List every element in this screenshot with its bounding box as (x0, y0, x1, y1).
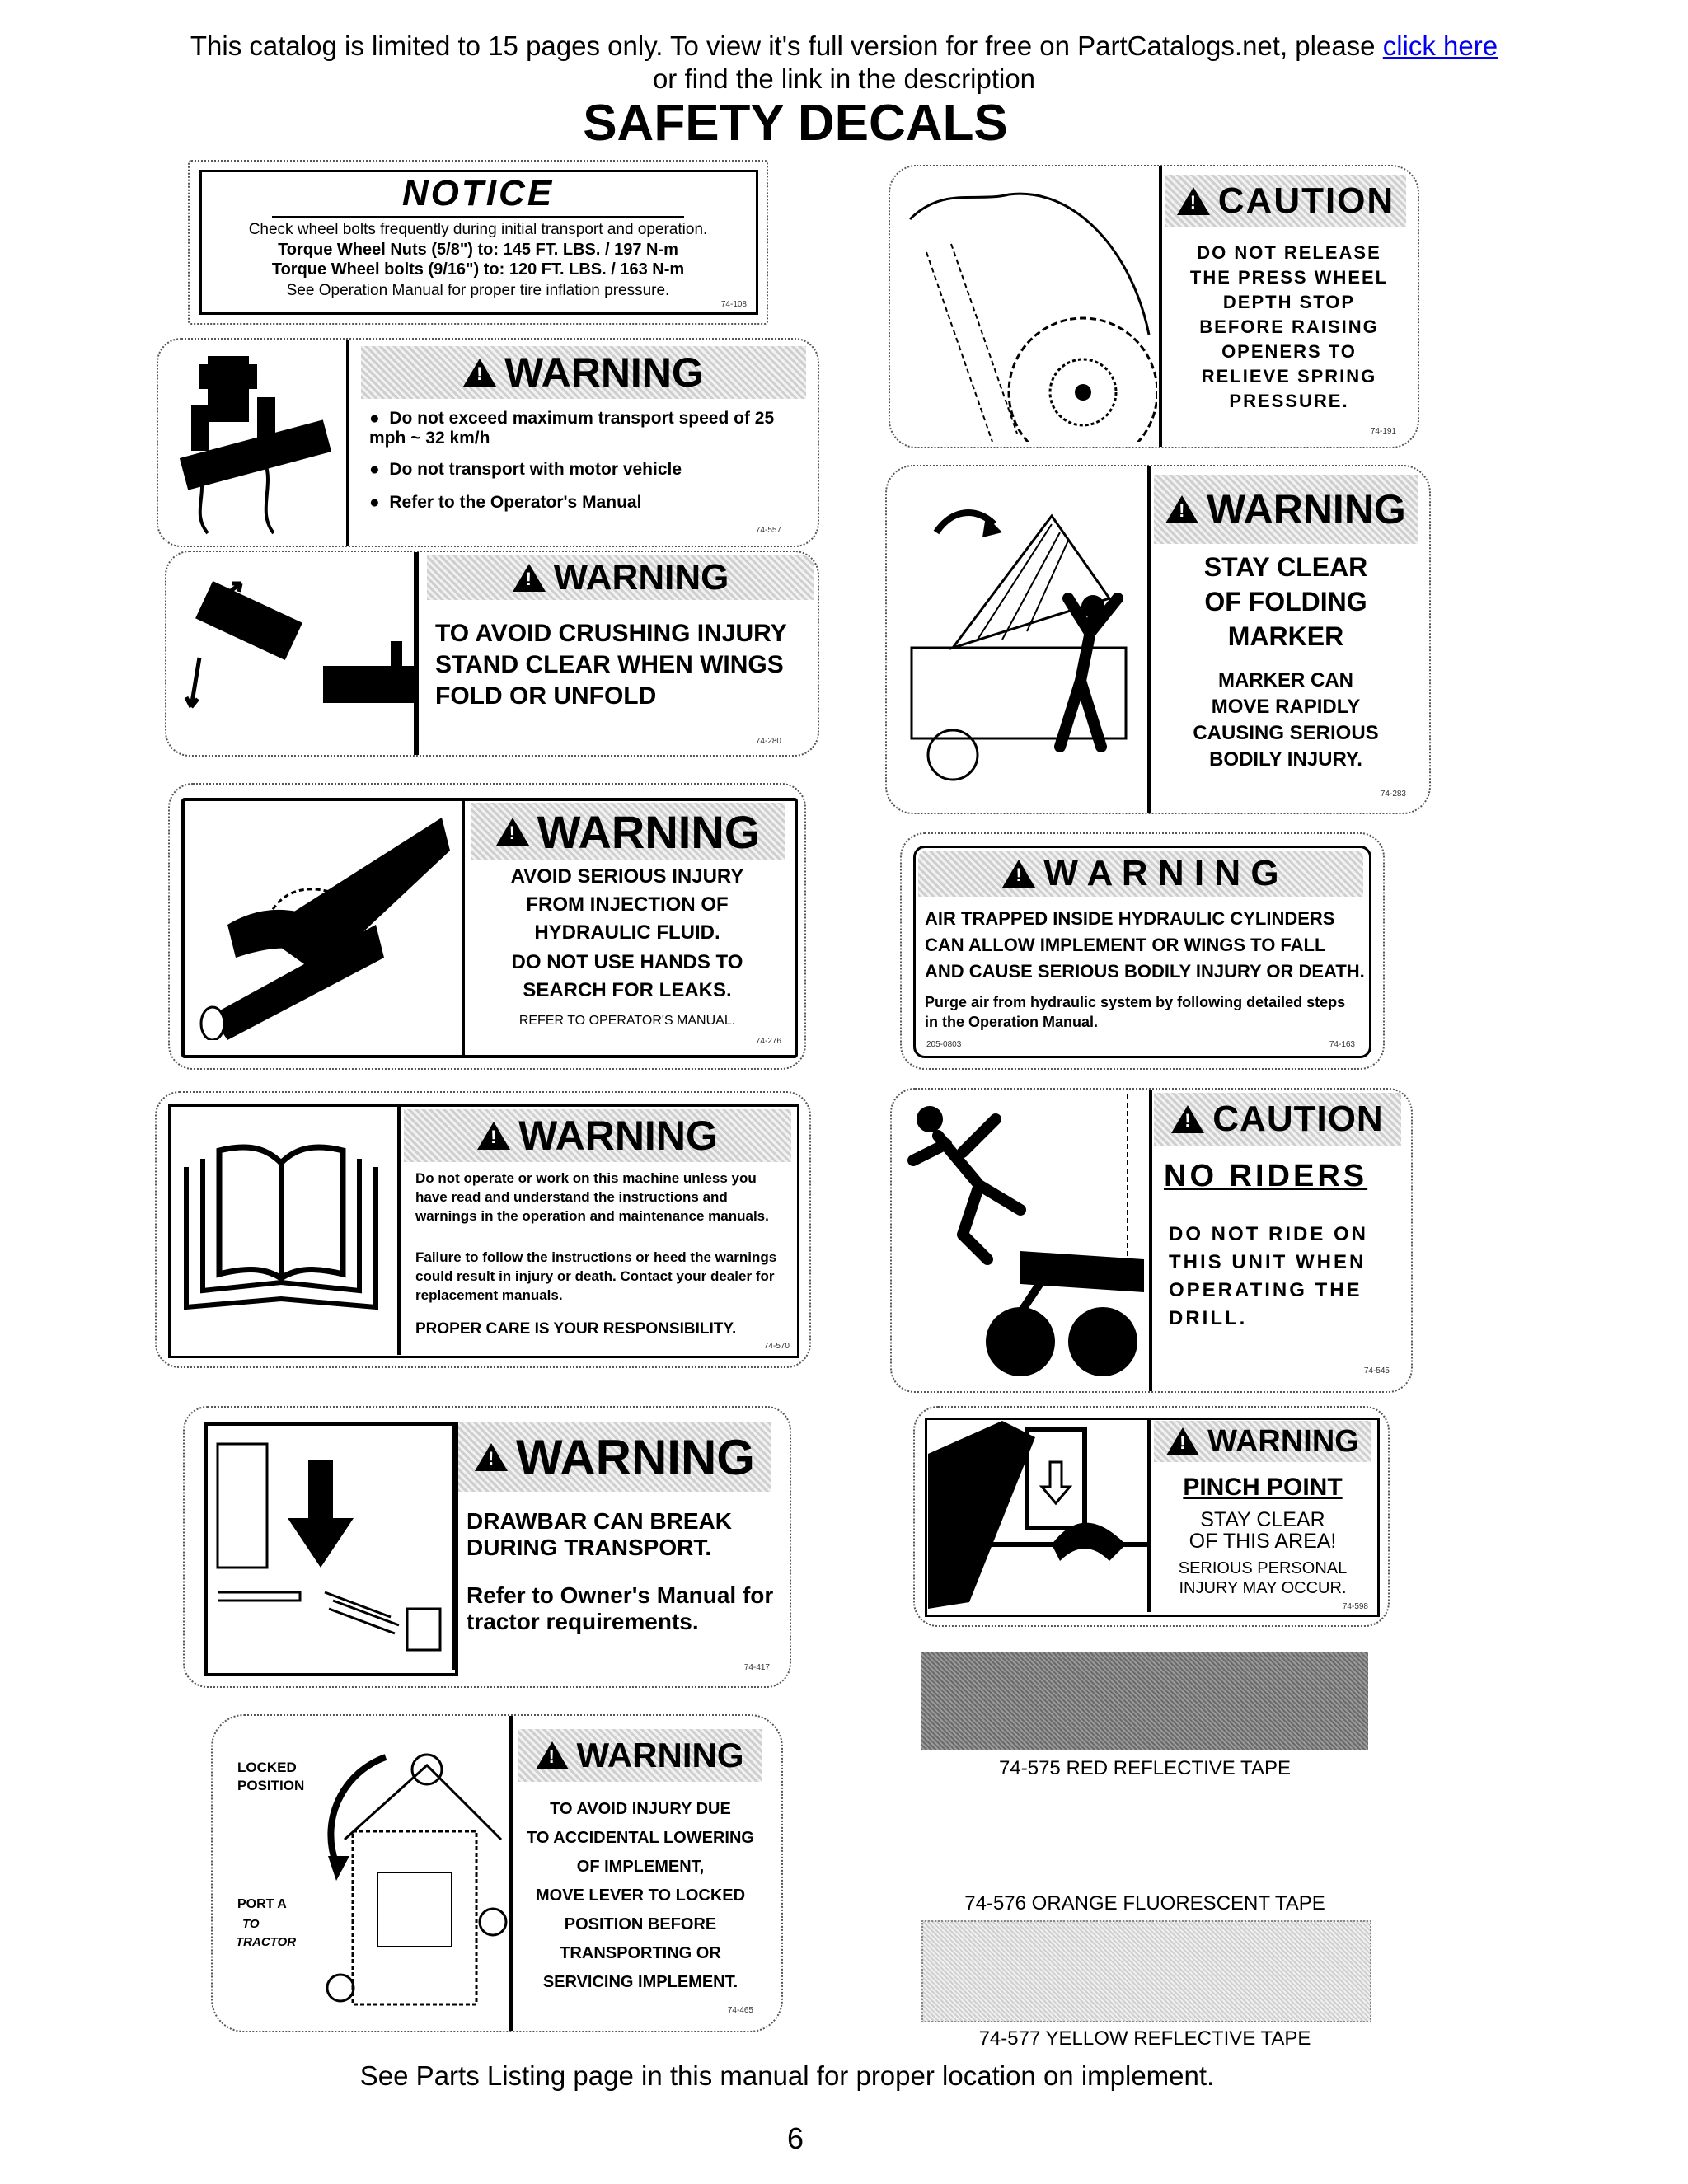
manual-paragraph-3: PROPER CARE IS YOUR RESPONSIBILITY. (415, 1320, 737, 1338)
no-riders-caution-decal (890, 1088, 1413, 1393)
presswheel-code: 74-191 (1370, 427, 1396, 436)
warning-title: WARNING (537, 805, 761, 858)
warning-triangle-icon (496, 818, 529, 846)
drawbar-text-2: Refer to Owner's Manual for tractor requirements. (467, 1582, 774, 1634)
manual-warning-decal (155, 1091, 811, 1368)
transport-code: 74-557 (755, 526, 781, 535)
operators-manual-book-icon (178, 1142, 392, 1315)
pinch-line2: OF THIS AREA! (1189, 1530, 1337, 1553)
pinch-code: 74-598 (1342, 1602, 1368, 1611)
warning-title: WARNING (1207, 486, 1406, 532)
notice-code: 74-108 (720, 300, 747, 309)
presswheel-line6: RELIEVE SPRING (1201, 366, 1377, 387)
drawbar-warning-decal (183, 1406, 791, 1688)
notice-line3: Torque Wheel bolts (9/16") to: 120 FT. LBS. / 163 N-m (271, 260, 685, 279)
crush-warning-header (427, 555, 814, 600)
label-port-a: PORT A (237, 1897, 287, 1911)
cylinders-line2: CAN ALLOW IMPLEMENT OR WINGS TO FALL (925, 935, 1326, 955)
marker-code: 74-283 (1380, 790, 1406, 799)
banner-line2: or find the link in the description (652, 63, 1036, 94)
pinch-warning-header (1154, 1421, 1372, 1462)
presswheel-line1: DO NOT RELEASE (1197, 242, 1381, 263)
press-wheel-caution-decal (889, 165, 1419, 448)
transport-warning-decal (157, 338, 819, 547)
hand-injection-icon (195, 818, 458, 1040)
press-wheel-icon (893, 170, 1157, 442)
hydraulic-cylinders-warning-decal (900, 832, 1385, 1070)
warning-triangle-icon (477, 1122, 510, 1150)
label-to: TO (242, 1917, 260, 1931)
yellow-tape-caption: 74-577 YELLOW REFLECTIVE TAPE (978, 2027, 1311, 2050)
presswheel-line5: OPENERS TO (1221, 341, 1357, 362)
tractor-icon (175, 348, 340, 537)
drawbar-text-1: DRAWBAR CAN BREAK DURING TRANSPORT. (467, 1508, 732, 1560)
cylinders-code: 74-163 (1329, 1040, 1355, 1049)
lever-warning-decal (211, 1714, 783, 2032)
hydraulic-line2: FROM INJECTION OF (526, 893, 729, 916)
no-riders-fall-icon (897, 1094, 1152, 1383)
folding-wing-icon (175, 567, 414, 715)
drawbar-code: 74-417 (743, 1663, 770, 1672)
folding-marker-person-icon (903, 483, 1151, 796)
label-tractor: TRACTOR (236, 1935, 297, 1949)
transport-warning-header (361, 346, 806, 399)
presswheel-line7: PRESSURE. (1229, 391, 1349, 411)
page-title: SAFETY DECALS (583, 95, 1008, 152)
transport-bullet-3: ● Refer to the Operator's Manual (369, 493, 642, 512)
warning-title: WARNING (504, 349, 704, 396)
caution-title: CAUTION (1217, 180, 1395, 221)
footer-note: See Parts Listing page in this manual for proper location on implement. (359, 2060, 1215, 2091)
riders-code: 74-545 (1363, 1366, 1390, 1376)
pinch-point-icon (928, 1421, 1147, 1609)
lever-code: 74-465 (727, 2006, 753, 2015)
caution-triangle-icon (1171, 1105, 1204, 1133)
presswheel-line2: THE PRESS WHEEL (1189, 267, 1389, 288)
hydraulic-line6: REFER TO OPERATOR'S MANUAL. (518, 1014, 736, 1028)
warning-triangle-icon (1166, 1427, 1199, 1455)
marker-warning-header (1154, 475, 1418, 544)
click-here-link[interactable]: click here (1382, 30, 1498, 61)
crush-warning-text: TO AVOID CRUSHING INJURY STAND CLEAR WHEN WINGS FOLD OR UNFOLD (435, 620, 787, 710)
riders-line4: DRILL. (1169, 1307, 1248, 1329)
marker-line6: CAUSING SERIOUS (1193, 722, 1379, 744)
presswheel-line4: BEFORE RAISING (1199, 316, 1379, 337)
marker-line3: MARKER (1227, 621, 1344, 651)
cylinders-code-left: 205-0803 (926, 1040, 962, 1049)
notice-line1: Check wheel bolts frequently during initial transport and operation. (248, 221, 708, 238)
hydraulic-injection-decal (168, 783, 806, 1070)
lever-line5: POSITION BEFORE (564, 1915, 717, 1933)
manual-paragraph-2: Failure to follow the instructions or heed the warnings could result in injury or death. Contact your dealer for replacement manuals. (415, 1249, 777, 1303)
notice-decal (188, 160, 768, 325)
pinch-line4: INJURY MAY OCCUR. (1179, 1579, 1347, 1597)
lever-line4: MOVE LEVER TO LOCKED (535, 1886, 746, 1905)
crush-code: 74-280 (755, 737, 781, 746)
notice-line4: See Operation Manual for proper tire inflation pressure. (286, 282, 670, 299)
warning-title: WARNING (516, 1429, 755, 1485)
banner-text: This catalog is limited to 15 pages only. To view it's full version for free on PartCatalogs.net, please (190, 30, 1376, 61)
warning-triangle-icon (1165, 495, 1198, 523)
warning-title: WARNING (1207, 1423, 1359, 1459)
drawbar-warning-header (458, 1422, 771, 1492)
marker-line1: STAY CLEAR (1203, 552, 1368, 582)
manual-paragraph-1: Do not operate or work on this machine unless you have read and understand the instructions and warnings in the operation and maintenance manuals. (415, 1170, 769, 1224)
warning-triangle-icon (536, 1741, 569, 1769)
warning-title: WARNING (518, 1113, 718, 1159)
page-number: 6 (786, 2121, 804, 2155)
hydraulic-line3: HYDRAULIC FLUID. (534, 921, 720, 944)
cylinders-line4: Purge air from hydraulic system by following detailed steps in the Operation Manual. (925, 994, 1346, 1030)
warning-title: W A R N I N G (1043, 853, 1279, 893)
lever-line1: TO AVOID INJURY DUE (550, 1800, 731, 1818)
presswheel-line3: DEPTH STOP (1222, 292, 1356, 312)
yellow-reflective-tape-swatch (921, 1920, 1372, 2022)
crush-warning-decal (165, 551, 819, 757)
warning-triangle-icon (463, 359, 496, 387)
pinch-point-warning-decal (913, 1406, 1390, 1627)
riders-caution-header (1154, 1093, 1401, 1146)
riders-line1: DO NOT RIDE ON (1169, 1223, 1369, 1245)
pinch-line1: STAY CLEAR (1200, 1508, 1325, 1531)
pinch-subtitle: PINCH POINT (1183, 1474, 1343, 1501)
transport-bullet-2: ● Do not transport with motor vehicle (369, 460, 682, 479)
marker-line7: BODILY INJURY. (1209, 748, 1362, 771)
warning-triangle-icon (513, 564, 546, 592)
notice-title: NOTICE (401, 173, 555, 213)
marker-line5: MOVE RAPIDLY (1211, 696, 1361, 718)
riders-line2: THIS UNIT WHEN (1169, 1251, 1367, 1273)
lever-warning-header (518, 1729, 762, 1782)
transport-bullet-1: ● Do not exceed maximum transport speed of 25 mph ~ 32 km/h (369, 409, 775, 448)
drawbar-break-icon (209, 1427, 448, 1666)
warning-triangle-icon (475, 1443, 508, 1471)
warning-triangle-icon (1002, 860, 1035, 888)
label-locked-position: LOCKED POSITION (237, 1760, 305, 1793)
caution-triangle-icon (1177, 187, 1210, 215)
lever-line7: SERVICING IMPLEMENT. (542, 1973, 738, 1991)
catalog-banner (0, 30, 1688, 63)
hydraulic-warning-header (471, 803, 785, 860)
notice-line2: Torque Wheel Nuts (5/8") to: 145 FT. LBS. / 197 N-m (278, 241, 678, 259)
lever-line6: TRANSPORTING OR (560, 1944, 721, 1962)
lever-line3: OF IMPLEMENT, (576, 1858, 705, 1876)
warning-title: WARNING (553, 557, 729, 598)
hydraulic-code: 74-276 (755, 1037, 781, 1046)
hydraulic-line5: SEARCH FOR LEAKS. (523, 979, 732, 1001)
lever-line2: TO ACCIDENTAL LOWERING (527, 1829, 754, 1847)
caution-title: CAUTION (1212, 1099, 1384, 1139)
warning-title: WARNING (576, 1736, 744, 1774)
red-tape-caption: 74-575 RED REFLECTIVE TAPE (999, 1757, 1291, 1779)
marker-line2: OF FOLDING (1204, 587, 1367, 616)
marker-line4: MARKER CAN (1218, 669, 1353, 691)
hydraulic-line4: DO NOT USE HANDS TO (511, 951, 743, 973)
manual-warning-header (404, 1109, 791, 1162)
pinch-line3: SERIOUS PERSONAL (1178, 1559, 1348, 1577)
manual-code: 74-570 (763, 1342, 790, 1351)
riders-subtitle: NO RIDERS (1164, 1159, 1368, 1193)
red-reflective-tape-swatch (921, 1652, 1368, 1750)
cylinders-line3: AND CAUSE SERIOUS BODILY INJURY OR DEATH. (925, 961, 1365, 982)
riders-line3: OPERATING THE (1169, 1279, 1362, 1301)
cylinders-line1: AIR TRAPPED INSIDE HYDRAULIC CYLINDERS (925, 908, 1335, 929)
folding-marker-warning-decal (885, 465, 1431, 814)
hydraulic-line1: AVOID SERIOUS INJURY (510, 865, 744, 888)
cylinders-warning-header (918, 851, 1363, 897)
press-wheel-caution-header (1165, 175, 1406, 227)
orange-tape-caption: 74-576 ORANGE FLUORESCENT TAPE (964, 1892, 1325, 1915)
lever-lock-icon (303, 1732, 509, 2013)
